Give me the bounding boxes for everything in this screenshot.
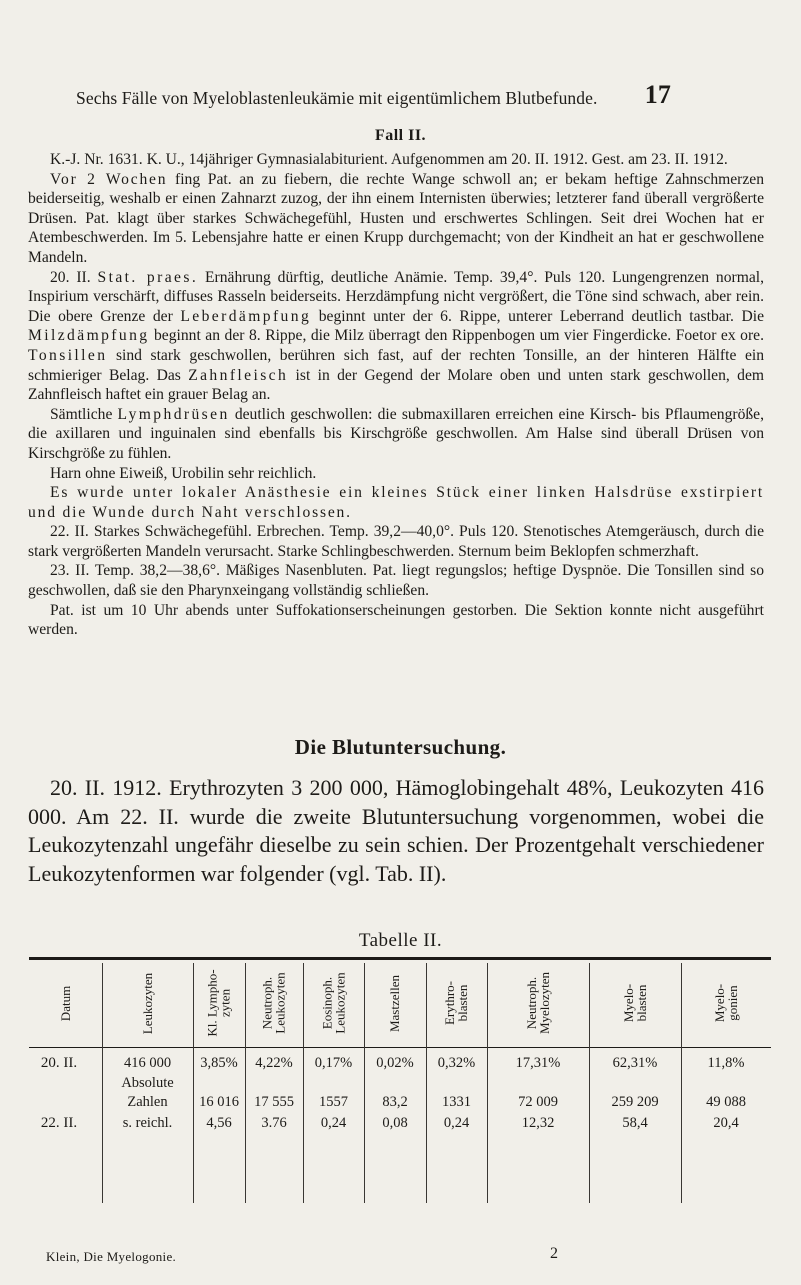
- table-top-rule: [29, 957, 771, 960]
- row1-value: 0,02%: [376, 1055, 414, 1071]
- header-mastzellen: Mastzellen: [387, 974, 403, 1032]
- row1-value: 62,31%: [612, 1055, 658, 1071]
- case-title: Fall II.: [374, 127, 427, 144]
- table-header-rule: [29, 1047, 771, 1048]
- header-datum: Datum: [57, 985, 73, 1021]
- paragraph-lymph: Sämtliche Lymphdrüsen deutlich geschwollen: die submaxillaren erreichen eine Kirsch- bis Pflaumengröße, die axillaren und inguinalen sind ebenfalls bis Kirschgröße geschwollen. Am Halse sind überall Drüsen von Kirschgröße zu fühlen.: [28, 405, 764, 462]
- section-heading: Die Blutuntersuchung.: [294, 735, 507, 759]
- blood-paragraph: 20. II. 1912. Erythrozyten 3 200 000, Hämoglobingehalt 48%, Leukozyten 416 000. Am 22. II. wurde die zweite Blutuntersuchung vorgenommen, wobei die Leukozytenzahl ungefähr dieselbe zu sein schien. Der Prozentgehalt verschiedener Leukozytenformen war folgender (vgl. Tab. II).: [28, 775, 764, 886]
- row2-date: 22. II.: [40, 1115, 78, 1131]
- absolute-value: 1331: [442, 1094, 471, 1110]
- absolute-value: 17 555: [254, 1094, 294, 1110]
- absolute-value: 16 016: [199, 1094, 239, 1110]
- header-myelogonien: Myelo- gonien: [712, 983, 740, 1023]
- blood-section: [28, 774, 764, 888]
- page-number: 17: [644, 80, 671, 109]
- row2-value: 12,32: [521, 1115, 555, 1131]
- row1-date: 20. II.: [40, 1055, 78, 1071]
- row2-value: 20,4: [713, 1115, 739, 1131]
- running-header: [76, 80, 671, 109]
- row2-value: 0,08: [382, 1115, 408, 1131]
- running-title: Sechs Fälle von Myeloblastenleukämie mit eigentümlichem Blutbefunde.: [76, 88, 598, 108]
- row1-value: 0,17%: [314, 1055, 353, 1071]
- row1-value: 0,32%: [437, 1055, 476, 1071]
- paragraph-death: Pat. ist um 10 Uhr abends unter Suffokationserscheinungen gestorben. Die Sektion konnte nicht ausgeführt werden.: [28, 601, 764, 639]
- header-erythroblasten: Erythro- blasten: [442, 980, 471, 1026]
- absolute-label: Zahlen: [127, 1094, 168, 1110]
- header-neutroph-leukozyten: Neutroph. Leukozyten: [260, 972, 288, 1034]
- paragraph-biopsy: Es wurde unter lokaler Anästhesie ein kleines Stück einer linken Halsdrüse exstirpiert und die Wunde durch Naht verschlossen.: [28, 484, 764, 521]
- paragraph-urine: Harn ohne Eiweiß, Urobilin sehr reichlich.: [50, 464, 317, 482]
- paragraph-history: Vor 2 Wochen fing Pat. an zu fiebern, die rechte Wange schwoll an; er bekam heftige Zahnschmerzen beiderseitig, weshalb er einen Zahnarzt zuzog, der ihn einem Internisten überwies; letzterer fand überall vergrößerte Drüsen. Pat. klagt über starkes Schwächegefühl, Husten und erschwertes Schlingen. Seit drei Wochen hat er Atembeschwerden. Im 5. Lebensjahre hatte er einen Krupp durchgemacht; von der Kindheit an hat er geschwollene Mandeln.: [28, 170, 764, 266]
- row1-value: 17,31%: [515, 1055, 561, 1071]
- row2-value: 3.76: [261, 1115, 287, 1131]
- header-myeloblasten: Myelo- blasten: [621, 983, 649, 1023]
- absolute-value: 259 209: [611, 1094, 659, 1110]
- row1-value: 4,22%: [255, 1055, 293, 1071]
- row2-leukozyten: s. reichl.: [122, 1115, 173, 1131]
- header-leukozyten: Leukozyten: [140, 972, 155, 1034]
- paragraph-status: 20. II. Stat. praes. Ernährung dürftig, deutliche Anämie. Temp. 39,4°. Puls 120. Lungengrenzen normal, Inspirium verschärft, diffuses Rasseln beiderseits. Herzdämpfung nicht vergrößert, die Töne sind schwach, aber rein. Die obere Grenze der Leberdämpfung beginnt unter der 6. Rippe, unterer Leberrand deutlich tastbar. Die Milzdämpfung beginnt an der 8. Rippe, die Milz überragt den Rippenbogen um vier Fingerdicke. Foetor ex ore. Tonsillen sind stark geschwollen, berühren sich fast, auf der rechten Tonsille, an der hinteren Hälfte ein schmieriger Belag. Das Zahnfleisch ist in der Gegend der Molare oben und unten stark geschwollen, dem Zahnfleisch haftet ein grauer Belag an.: [28, 268, 765, 404]
- row2-value: 4,56: [206, 1115, 232, 1131]
- row1-value: 3,85%: [200, 1055, 238, 1071]
- footer-signature: Klein, Die Myelogonie.: [46, 1249, 177, 1264]
- row2-value: 0,24: [320, 1115, 347, 1131]
- paragraph-day23: 23. II. Temp. 38,2—38,6°. Mäßiges Nasenbluten. Pat. liegt regungslos; heftige Dyspnöe. Die Tonsillen sind so geschwollen, daß sie den Pharynxeingang vollständig schließen.: [28, 562, 764, 600]
- row1-leukozyten: 416 000: [123, 1055, 172, 1071]
- absolute-label: Absolute: [121, 1075, 174, 1091]
- row2-value: 0,24: [443, 1115, 470, 1131]
- absolute-value: 72 009: [518, 1094, 558, 1110]
- absolute-value: 1557: [319, 1094, 348, 1110]
- table-title: Tabelle II.: [358, 930, 443, 951]
- row1-value: 11,8%: [707, 1055, 745, 1071]
- footer-sheet-number: 2: [550, 1245, 558, 1262]
- paragraph-intro: K.-J. Nr. 1631. K. U., 14jähriger Gymnasialabiturient. Aufgenommen am 20. II. 1912. Gest. am 23. II. 1912.: [50, 151, 728, 168]
- header-eosinoph-leukozyten: Eosinoph. Leukozyten: [319, 972, 348, 1034]
- header-neutroph-myelozyten: Neutroph. Myelozyten: [524, 971, 552, 1035]
- absolute-value: 49 088: [706, 1094, 746, 1110]
- header-kl-lymphozyten: Kl. Lympho- zyten: [205, 969, 234, 1037]
- absolute-value: 83,2: [382, 1094, 408, 1110]
- case-body: [28, 150, 764, 640]
- row2-value: 58,4: [622, 1115, 648, 1131]
- paragraph-day22: 22. II. Starkes Schwächegefühl. Erbrechen. Temp. 39,2—40,0°. Puls 120. Stenotisches Atemgeräusch, durch die stark vergrößerten Mandeln verursacht. Starke Schlingbeschwerden. Sternum beim Beklopfen schmerzhaft.: [28, 523, 764, 560]
